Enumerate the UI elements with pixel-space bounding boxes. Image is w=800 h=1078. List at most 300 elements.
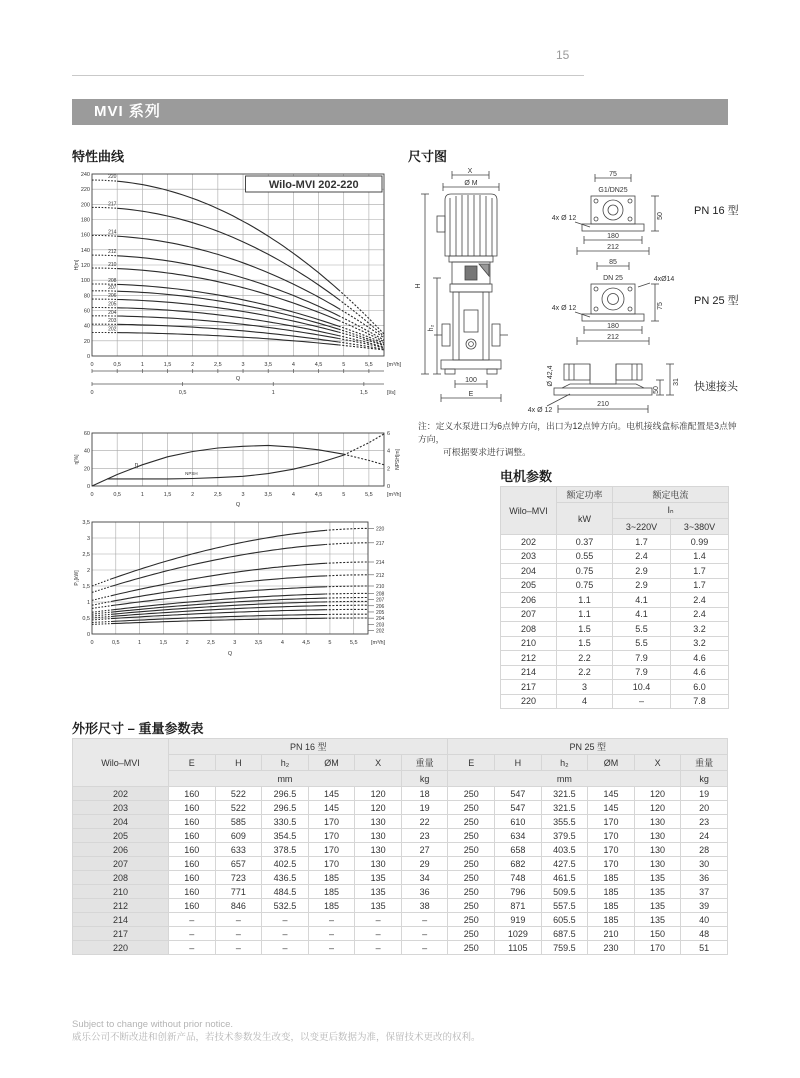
- dim-table-row: [73, 885, 728, 899]
- value-cell: 7.9: [613, 651, 671, 666]
- model-cell: 212: [73, 899, 169, 913]
- motor-table-row: [501, 680, 729, 695]
- value-cell: 3.2: [671, 636, 729, 651]
- x-tick-label: 5,5: [349, 640, 358, 646]
- value-cell: 160: [169, 857, 216, 871]
- x-tick-label: 0: [90, 640, 94, 646]
- value-cell: 160: [169, 871, 216, 885]
- value-cell: 250: [448, 801, 495, 815]
- value-cell: 130: [355, 815, 402, 829]
- value-cell: –: [215, 927, 262, 941]
- x-tick-label: 2,5: [214, 492, 222, 498]
- value-cell: 135: [634, 885, 681, 899]
- value-cell: 130: [634, 829, 681, 843]
- value-cell: 1.4: [671, 549, 729, 564]
- value-cell: 2.4: [613, 549, 671, 564]
- value-cell: 585: [215, 815, 262, 829]
- value-cell: 0.75: [557, 564, 613, 579]
- value-cell: 759.5: [541, 941, 588, 955]
- value-cell: 682: [495, 857, 542, 871]
- section-title-weights: 外形尺寸 – 重量参数表: [72, 721, 204, 736]
- svg-text:180: 180: [607, 233, 619, 240]
- unit-mm: mm: [448, 771, 681, 787]
- value-cell: 3.2: [671, 622, 729, 637]
- curve-label: 214: [108, 229, 117, 236]
- y2-tick-label: 6: [387, 431, 391, 437]
- value-cell: 3: [557, 680, 613, 695]
- value-cell: 1029: [495, 927, 542, 941]
- y-tick-label: 0,5: [82, 616, 90, 622]
- value-cell: 130: [634, 843, 681, 857]
- y-axis-label: H[m]: [74, 259, 80, 271]
- eta-curve-label: η: [134, 462, 139, 469]
- curve-label: 207: [376, 597, 385, 604]
- dim-col-header: E: [448, 755, 495, 771]
- svg-text:4x Ø 12: 4x Ø 12: [527, 407, 553, 414]
- value-cell: 28: [681, 843, 728, 857]
- y-tick-label: 160: [80, 232, 90, 239]
- value-cell: 633: [215, 843, 262, 857]
- chart-title: Wilo-MVI 202-220: [268, 179, 359, 191]
- value-cell: 250: [448, 899, 495, 913]
- unit-kg: kg: [401, 771, 448, 787]
- x-tick-label: 2: [185, 640, 189, 646]
- curve-label: 206: [108, 293, 117, 300]
- value-cell: 5.5: [613, 636, 671, 651]
- value-cell: 522: [215, 787, 262, 801]
- dim-table-row: [73, 927, 728, 941]
- curve-label: 212: [108, 249, 117, 256]
- x-tick-label: 3,5: [264, 492, 273, 498]
- svg-text:h₂: h₂: [428, 324, 435, 332]
- x-tick-label: 4,5: [302, 640, 310, 646]
- x-tick-label: 3: [241, 492, 245, 498]
- value-cell: 1105: [495, 941, 542, 955]
- model-cell: 217: [73, 927, 169, 941]
- y-tick-label: 3,5: [82, 520, 90, 526]
- y-tick-label: 2: [86, 568, 90, 574]
- value-cell: 0.75: [557, 578, 613, 593]
- model-cell: 220: [73, 941, 169, 955]
- value-cell: 4.1: [613, 607, 671, 622]
- value-cell: 23: [681, 815, 728, 829]
- motor-col-power: 额定功率: [557, 487, 613, 503]
- value-cell: 532.5: [262, 899, 309, 913]
- model-cell: 210: [501, 636, 557, 651]
- x-tick-label: 3,5: [264, 362, 273, 368]
- motor-current-symbol: Iₙ: [613, 503, 729, 519]
- x2-axis-unit: [l/s]: [387, 390, 396, 396]
- series-banner: MVI 系列: [72, 99, 728, 125]
- note-line-2: 可根据要求进行调整。: [443, 447, 531, 457]
- value-cell: 4: [557, 694, 613, 709]
- value-cell: 19: [401, 801, 448, 815]
- dim-table-row: [73, 843, 728, 857]
- motor-col-model: Wilo–MVI: [501, 487, 557, 535]
- value-cell: 145: [588, 787, 635, 801]
- value-cell: 210: [588, 927, 635, 941]
- x-tick-label: 5: [342, 492, 346, 498]
- value-cell: 230: [588, 941, 635, 955]
- svg-text:G1/DN25: G1/DN25: [598, 187, 628, 194]
- svg-text:Ø 42,4: Ø 42,4: [547, 365, 554, 387]
- value-cell: –: [355, 913, 402, 927]
- dim-col-header: H: [215, 755, 262, 771]
- x-axis-unit: [m³/h]: [371, 640, 386, 646]
- motor-table-row: [501, 564, 729, 579]
- value-cell: 0.37: [557, 535, 613, 550]
- svg-text:31: 31: [673, 378, 680, 386]
- value-cell: 2.9: [613, 564, 671, 579]
- x-tick-label: 3,5: [254, 640, 263, 646]
- y2-tick-label: 2: [387, 466, 391, 473]
- model-cell: 202: [73, 787, 169, 801]
- value-cell: 403.5: [541, 843, 588, 857]
- dim-table-row: [73, 913, 728, 927]
- y-tick-label: 220: [80, 187, 90, 194]
- y-axis-label: η[%]: [74, 454, 80, 465]
- curve-label: 207: [108, 284, 117, 291]
- value-cell: 170: [308, 857, 355, 871]
- dim-col-header: h₂: [541, 755, 588, 771]
- value-cell: 250: [448, 913, 495, 927]
- value-cell: 19: [681, 787, 728, 801]
- svg-text:50: 50: [653, 386, 660, 394]
- model-cell: 204: [73, 815, 169, 829]
- curve-label: 208: [108, 277, 117, 284]
- x-axis-label: Q: [227, 651, 233, 657]
- x-axis-label: Q: [235, 376, 241, 382]
- svg-text:75: 75: [657, 302, 664, 310]
- x-axis-unit: [m³/h]: [387, 492, 402, 498]
- value-cell: 919: [495, 913, 542, 927]
- model-cell: 210: [73, 885, 169, 899]
- x-tick-label: 1: [140, 362, 144, 368]
- value-cell: 135: [355, 885, 402, 899]
- value-cell: –: [401, 941, 448, 955]
- y-tick-label: 40: [83, 323, 90, 330]
- page-number: 15: [556, 48, 570, 62]
- svg-text:210: 210: [597, 401, 609, 408]
- value-cell: 250: [448, 857, 495, 871]
- svg-text:85: 85: [609, 259, 617, 266]
- dim-table-row: [73, 829, 728, 843]
- value-cell: 135: [634, 913, 681, 927]
- y-tick-label: 100: [80, 278, 90, 285]
- curve-label: 205: [376, 609, 385, 616]
- model-cell: 214: [501, 665, 557, 680]
- value-cell: 150: [634, 927, 681, 941]
- y-tick-label: 60: [83, 431, 90, 437]
- value-cell: 145: [588, 801, 635, 815]
- dim-table-row: [73, 871, 728, 885]
- hq-performance-chart: [72, 166, 404, 426]
- value-cell: –: [355, 941, 402, 955]
- motor-table-row: [501, 636, 729, 651]
- y-tick-label: 80: [83, 293, 90, 300]
- curve-label: 205: [108, 301, 117, 308]
- x-tick-label: 4: [291, 492, 295, 498]
- model-cell: 204: [501, 564, 557, 579]
- value-cell: 1.1: [557, 607, 613, 622]
- curve-label: 202: [376, 628, 385, 635]
- x2-tick-label: 0,5: [178, 390, 187, 396]
- value-cell: 378.5: [262, 843, 309, 857]
- value-cell: 185: [308, 899, 355, 913]
- motor-table-row: [501, 535, 729, 550]
- y-tick-label: 1: [86, 600, 90, 606]
- value-cell: 250: [448, 927, 495, 941]
- value-cell: 185: [588, 871, 635, 885]
- value-cell: 846: [215, 899, 262, 913]
- value-cell: 120: [355, 787, 402, 801]
- value-cell: 130: [355, 843, 402, 857]
- value-cell: 796: [495, 885, 542, 899]
- svg-text:180: 180: [607, 323, 619, 330]
- dim-col-header: H: [495, 755, 542, 771]
- value-cell: 37: [681, 885, 728, 899]
- header-divider: [72, 75, 584, 76]
- dim-col-model: Wilo–MVI: [73, 739, 169, 787]
- curve-label: 203: [108, 318, 117, 325]
- value-cell: 2.4: [671, 593, 729, 608]
- y-tick-label: 3: [86, 536, 90, 542]
- value-cell: –: [169, 927, 216, 941]
- dim-table-row: [73, 801, 728, 815]
- value-cell: 170: [308, 815, 355, 829]
- value-cell: 296.5: [262, 801, 309, 815]
- value-cell: 1.5: [557, 636, 613, 651]
- footer-line-en: Subject to change without prior notice.: [72, 1019, 234, 1030]
- dimension-note: [418, 420, 738, 459]
- model-cell: 217: [501, 680, 557, 695]
- x-tick-label: 1,5: [163, 492, 172, 498]
- value-cell: 51: [681, 941, 728, 955]
- value-cell: 170: [634, 941, 681, 955]
- value-cell: 1.1: [557, 593, 613, 608]
- y2-tick-label: 4: [387, 448, 391, 455]
- x-tick-label: 5: [328, 640, 332, 646]
- y-tick-label: 0: [86, 484, 90, 490]
- value-cell: 170: [588, 829, 635, 843]
- svg-text:X: X: [467, 168, 473, 175]
- value-cell: –: [308, 913, 355, 927]
- value-cell: 657: [215, 857, 262, 871]
- svg-text:E: E: [468, 391, 474, 398]
- quick-coupling-labels: [528, 365, 680, 414]
- svg-text:100: 100: [465, 377, 477, 384]
- y-tick-label: 20: [83, 338, 90, 345]
- value-cell: 4.1: [613, 593, 671, 608]
- svg-text:50: 50: [657, 212, 664, 220]
- value-cell: –: [262, 941, 309, 955]
- power-chart: [72, 516, 404, 666]
- dim-table-row: [73, 899, 728, 913]
- value-cell: –: [262, 913, 309, 927]
- value-cell: 36: [681, 871, 728, 885]
- curve-label: 210: [376, 584, 385, 590]
- y-tick-label: 200: [80, 202, 90, 209]
- value-cell: 427.5: [541, 857, 588, 871]
- svg-text:4xØ14: 4xØ14: [653, 276, 675, 283]
- value-cell: 160: [169, 843, 216, 857]
- y-tick-label: 60: [83, 308, 90, 315]
- value-cell: 160: [169, 801, 216, 815]
- value-cell: 39: [681, 899, 728, 913]
- model-cell: 207: [501, 607, 557, 622]
- unit-mm: mm: [169, 771, 402, 787]
- curve-label: 217: [376, 540, 385, 547]
- value-cell: 2.2: [557, 651, 613, 666]
- model-cell: 220: [501, 694, 557, 709]
- value-cell: 402.5: [262, 857, 309, 871]
- value-cell: –: [215, 913, 262, 927]
- value-cell: 723: [215, 871, 262, 885]
- x-axis-unit: [m³/h]: [387, 362, 402, 368]
- x-tick-label: 2,5: [207, 640, 215, 646]
- svg-text:Ø M: Ø M: [464, 180, 478, 187]
- dim-pn25-header: PN 25 型: [448, 739, 728, 755]
- value-cell: 160: [169, 829, 216, 843]
- x-tick-label: 1: [138, 640, 142, 646]
- y-axis-label: P₂[kW]: [74, 570, 80, 586]
- value-cell: 610: [495, 815, 542, 829]
- y-tick-label: 240: [80, 172, 90, 178]
- value-cell: 27: [401, 843, 448, 857]
- value-cell: –: [169, 913, 216, 927]
- x2-tick-label: 1,5: [360, 390, 368, 396]
- value-cell: 522: [215, 801, 262, 815]
- dim-table-row: [73, 857, 728, 871]
- value-cell: 250: [448, 885, 495, 899]
- value-cell: 135: [355, 871, 402, 885]
- value-cell: 185: [588, 899, 635, 913]
- value-cell: 4.6: [671, 665, 729, 680]
- y-tick-label: 180: [80, 217, 90, 224]
- value-cell: 0.55: [557, 549, 613, 564]
- value-cell: 547: [495, 787, 542, 801]
- value-cell: –: [401, 913, 448, 927]
- dim-table-row: [73, 787, 728, 801]
- motor-col-current: 额定电流: [613, 487, 729, 503]
- value-cell: –: [613, 694, 671, 709]
- section-title-curves: 特性曲线: [72, 149, 125, 164]
- footer-line-cn: 威乐公司不断改进和创新产品，若技术参数发生改变，以变更后数据为准，保留技术更改的权利。: [72, 1032, 481, 1043]
- model-cell: 205: [73, 829, 169, 843]
- value-cell: 321.5: [541, 801, 588, 815]
- value-cell: –: [308, 927, 355, 941]
- x-tick-label: 0,5: [113, 492, 122, 498]
- x-tick-label: 1: [140, 492, 144, 498]
- value-cell: 135: [634, 871, 681, 885]
- svg-text:H: H: [415, 283, 422, 289]
- curve-label: 203: [376, 622, 385, 629]
- y2-axis-label: NPSH[m]: [395, 449, 401, 470]
- value-cell: 185: [308, 885, 355, 899]
- value-cell: 2.2: [557, 665, 613, 680]
- value-cell: 30: [681, 857, 728, 871]
- value-cell: 687.5: [541, 927, 588, 941]
- value-cell: 609: [215, 829, 262, 843]
- svg-text:4x Ø 12: 4x Ø 12: [551, 305, 577, 312]
- value-cell: 250: [448, 941, 495, 955]
- quick-coupling-title: 快速接头: [694, 381, 738, 393]
- curve-label: 220: [376, 526, 385, 533]
- x-tick-label: 5,5: [365, 362, 373, 368]
- x-tick-label: 0: [90, 362, 94, 368]
- x-axis-label: Q: [235, 502, 241, 508]
- value-cell: 547: [495, 801, 542, 815]
- value-cell: –: [308, 941, 355, 955]
- value-cell: 34: [401, 871, 448, 885]
- value-cell: –: [215, 941, 262, 955]
- model-cell: 205: [501, 578, 557, 593]
- y2-tick-label: 0: [387, 484, 391, 490]
- dimension-drawing: [412, 166, 742, 418]
- dim-table-row: [73, 815, 728, 829]
- value-cell: 2.4: [671, 607, 729, 622]
- value-cell: 5.5: [613, 622, 671, 637]
- x-tick-label: 2: [191, 492, 195, 498]
- value-cell: 120: [634, 801, 681, 815]
- value-cell: 145: [308, 787, 355, 801]
- page-footer: [72, 1018, 732, 1044]
- svg-text:75: 75: [609, 171, 617, 178]
- value-cell: –: [355, 927, 402, 941]
- curve-label: 210: [108, 262, 117, 269]
- y-tick-label: 40: [83, 448, 90, 455]
- x-tick-label: 2: [191, 362, 195, 368]
- value-cell: –: [401, 927, 448, 941]
- value-cell: 120: [355, 801, 402, 815]
- y-tick-label: 120: [80, 263, 90, 269]
- value-cell: –: [169, 941, 216, 955]
- motor-parameters-table: [500, 486, 729, 709]
- model-cell: 212: [501, 651, 557, 666]
- x2-tick-label: 0: [90, 390, 94, 396]
- motor-table-row: [501, 607, 729, 622]
- value-cell: 557.5: [541, 899, 588, 913]
- y-tick-label: 0: [86, 354, 90, 360]
- x2-tick-label: 1: [271, 390, 275, 396]
- model-cell: 203: [73, 801, 169, 815]
- value-cell: 1.7: [613, 535, 671, 550]
- npsh-curve-label: NPSH: [185, 470, 198, 476]
- value-cell: 170: [588, 815, 635, 829]
- motor-table-row: [501, 593, 729, 608]
- value-cell: 0.99: [671, 535, 729, 550]
- value-cell: 170: [308, 843, 355, 857]
- value-cell: 135: [355, 899, 402, 913]
- value-cell: 330.5: [262, 815, 309, 829]
- value-cell: 130: [355, 829, 402, 843]
- dim-col-header: ØM: [588, 755, 635, 771]
- value-cell: 160: [169, 899, 216, 913]
- dim-pn16-header: PN 16 型: [169, 739, 448, 755]
- motor-col-220v: 3~220V: [613, 519, 671, 535]
- curve-label: 214: [376, 560, 385, 566]
- motor-table-row: [501, 622, 729, 637]
- x-tick-label: 0,5: [111, 640, 120, 646]
- value-cell: 160: [169, 815, 216, 829]
- note-line-1: 注：定义水泵进口为6点钟方向，出口为12点钟方向。电机接线盒标准配置是3点钟方向，: [418, 421, 737, 444]
- y-tick-label: 0: [86, 632, 90, 638]
- pn25-title: PN 25 型: [694, 295, 739, 307]
- section-title-motor: 电机参数: [500, 469, 553, 484]
- efficiency-npsh-chart: [72, 428, 404, 514]
- x-tick-label: 4: [280, 640, 284, 646]
- value-cell: 250: [448, 815, 495, 829]
